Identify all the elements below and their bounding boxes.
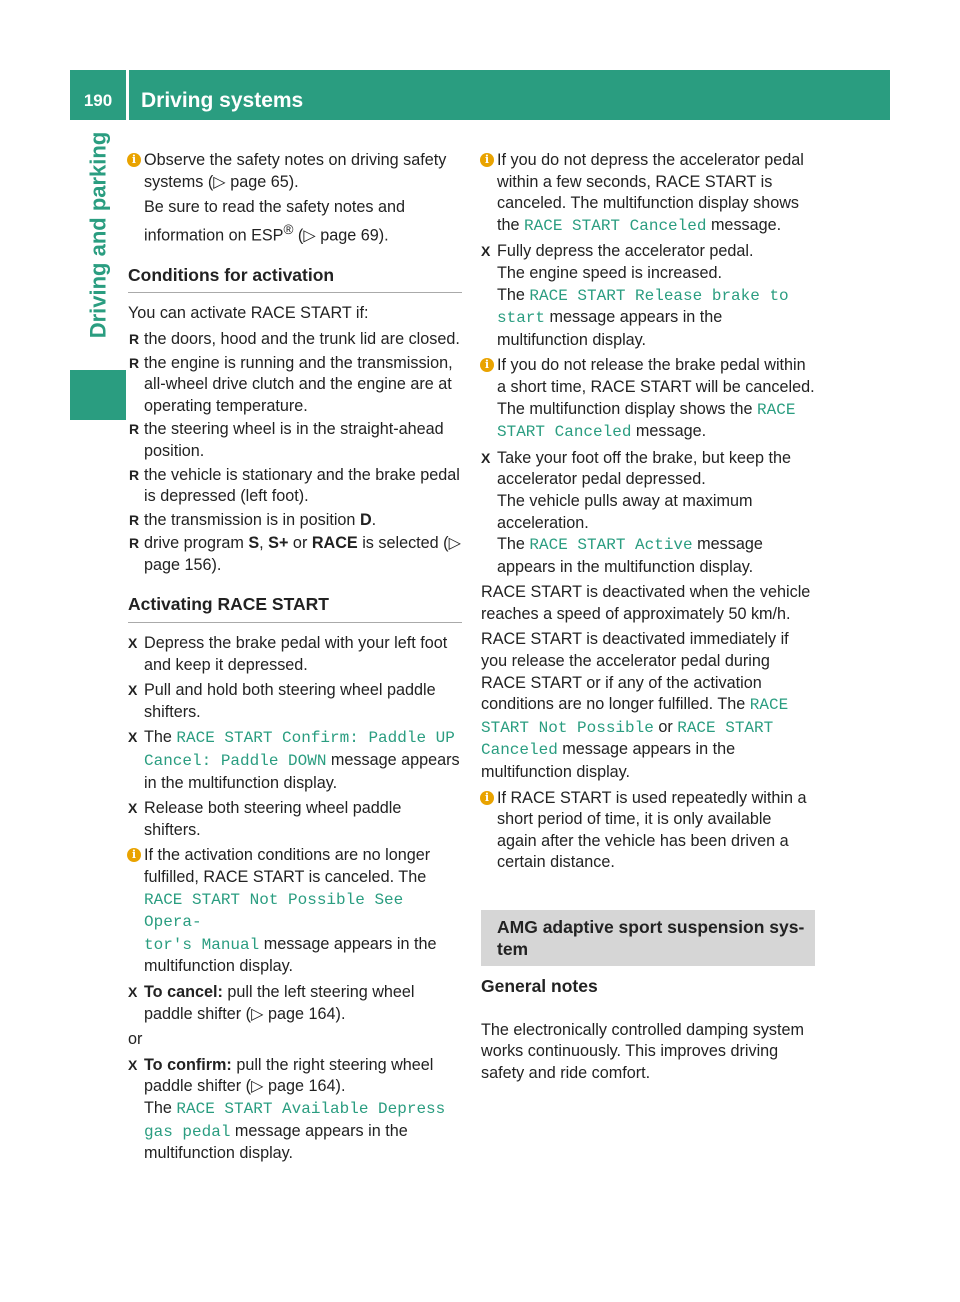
step-icon: X xyxy=(128,1056,138,1073)
header-divider xyxy=(126,70,129,120)
step-item: X Depress the brake pedal with your left foot and keep it depressed. xyxy=(128,634,448,674)
paragraph: RACE START is deactivated when the vehicle reaches a speed of approximately 50 km/h. xyxy=(481,583,811,623)
paragraph: The electronically controlled damping system works continuously. This improves driving safety and ride comfort. xyxy=(481,1020,804,1082)
ref-arrow-icon: ▷ xyxy=(213,172,226,191)
step-item: X Pull and hold both steering wheel paddle shifters. xyxy=(128,681,436,721)
step-item: X Fully depress the accelerator pedal. The engine speed is increased. The RACE START Release brake to start message appears in the multifunction display. xyxy=(481,242,789,349)
bullet-icon: R xyxy=(129,421,140,438)
step-icon: X xyxy=(128,682,138,699)
step-icon: X xyxy=(481,449,491,466)
display-message: RACE START Canceled xyxy=(524,216,707,235)
heading-conditions: Conditions for activation xyxy=(128,265,462,294)
step-icon: X xyxy=(128,800,138,817)
info-icon: i xyxy=(480,153,494,167)
right-column xyxy=(481,150,815,1088)
list-item: R the steering wheel is in the straight-ahead position. xyxy=(129,420,444,460)
side-tab-label: Driving and parking xyxy=(85,131,110,339)
page-reference[interactable]: page 156). xyxy=(144,555,222,574)
page-number: 190 xyxy=(83,91,113,110)
side-tab-marker xyxy=(70,370,126,420)
list-item: R the engine is running and the transmission, all-wheel drive clutch and the engine are at operating temperature. xyxy=(129,353,453,415)
display-message: RACE START Active xyxy=(529,536,693,555)
info-note: i If you do not depress the accelerator pedal within a few seconds, RACE START is canceled. The multifunction display shows the RACE START Canceled message. xyxy=(481,150,815,237)
display-message: RACE START Not Possible See Opera‑ xyxy=(144,890,404,932)
step-item: X Take your foot off the brake, but keep the accelerator pedal depressed. The vehicle pulls away at maximum acceleration. The RACE START Active message appears in the multifunction display. xyxy=(481,448,791,576)
heading-activating: Activating RACE START xyxy=(128,594,462,623)
display-message: RACE START Not Possible xyxy=(481,696,789,737)
display-message: gas pedal xyxy=(144,1122,231,1141)
step-icon: X xyxy=(128,729,138,746)
bullet-icon: R xyxy=(129,466,140,483)
info-icon: i xyxy=(127,153,141,167)
bullet-icon: R xyxy=(129,330,140,347)
info-note: i Observe the safety notes on driving safety systems (▷ page 65). Be sure to read the safety notes and information on ESP® (▷ page 69). xyxy=(128,150,462,247)
display-message: RACE START Canceled xyxy=(497,400,796,442)
step-item: X Release both steering wheel paddle shifters. xyxy=(128,799,402,839)
page-reference[interactable]: page 69). xyxy=(320,226,389,245)
or-text: or xyxy=(128,1030,143,1049)
heading-general-notes: General notes xyxy=(481,976,598,996)
page-reference[interactable]: page 65). xyxy=(230,172,299,191)
paragraph: RACE START is deactivated immediately if you release the accelerator pedal during RACE START or if any of the activation conditions are no longer fulfilled. The RACE START Not Possible or RACE START Canceled message appears in the multifunction display. xyxy=(481,630,789,782)
list-item: R the doors, hood and the trunk lid are closed. xyxy=(128,329,462,351)
section-title: Driving systems xyxy=(141,89,304,112)
list-item: R the vehicle is stationary and the brake pedal is depressed (left foot). xyxy=(129,465,460,506)
display-message: RACE START Canceled xyxy=(481,718,774,760)
step-item: X The RACE START Confirm: Paddle UP Cancel: Paddle DOWN message appears in the multifunction display. xyxy=(128,728,460,792)
info-note: i If you do not release the brake pedal within a short time, RACE START will be canceled. The multifunction display shows the RACE START Canceled message. xyxy=(481,355,815,443)
ref-arrow-icon: ▷ xyxy=(251,1004,264,1023)
bullet-icon: R xyxy=(129,354,140,371)
info-icon: i xyxy=(127,848,141,862)
side-tab xyxy=(70,120,126,1220)
display-message: RACE START Confirm: Paddle UP xyxy=(176,729,455,748)
display-message: Cancel: Paddle DOWN xyxy=(144,752,327,771)
page-reference[interactable]: page 164). xyxy=(268,1004,346,1023)
display-message: RACE START Release brake to xyxy=(529,286,789,305)
display-message: start xyxy=(497,309,546,328)
step-item: X To cancel: pull the left steering wheel paddle shifter (▷ page 164). xyxy=(128,982,415,1023)
page-header xyxy=(70,70,890,120)
left-column xyxy=(128,150,462,1169)
list-item: R drive program S, S+ or RACE is selected (▷ page 156). xyxy=(129,534,462,574)
ref-arrow-icon: ▷ xyxy=(448,534,462,553)
info-note: i If the activation conditions are no longer fulfilled, RACE START is canceled. The RACE START Not Possible See Opera‑ tor's Manual message appears in the multifunction display. xyxy=(128,845,462,978)
step-item: X To confirm: pull the right steering wheel paddle shifter (▷ page 164). The RACE START Available Depress gas pedal message appears in the multifunction display. xyxy=(128,1055,446,1163)
step-icon: X xyxy=(128,635,138,652)
info-note: i If RACE START is used repeatedly within a short period of time, it is only available again after the vehicle has been driven a certain distance. xyxy=(481,788,815,874)
bullet-icon: R xyxy=(129,511,140,528)
ref-arrow-icon: ▷ xyxy=(303,226,316,245)
info-icon: i xyxy=(480,791,494,805)
list-item: R the transmission is in position D. xyxy=(128,510,462,532)
step-icon: X xyxy=(481,243,491,260)
display-message: tor's Manual xyxy=(144,935,260,954)
ref-arrow-icon: ▷ xyxy=(251,1077,264,1096)
step-icon: X xyxy=(128,983,138,1000)
intro-text: You can activate RACE START if: xyxy=(128,304,369,323)
page-reference[interactable]: page 164). xyxy=(268,1077,346,1096)
bullet-icon: R xyxy=(129,535,140,552)
section-box-heading: AMG adaptive sport suspension sys- tem xyxy=(481,910,815,966)
display-message: RACE START Available Depress xyxy=(176,1099,446,1118)
info-icon: i xyxy=(480,358,494,372)
